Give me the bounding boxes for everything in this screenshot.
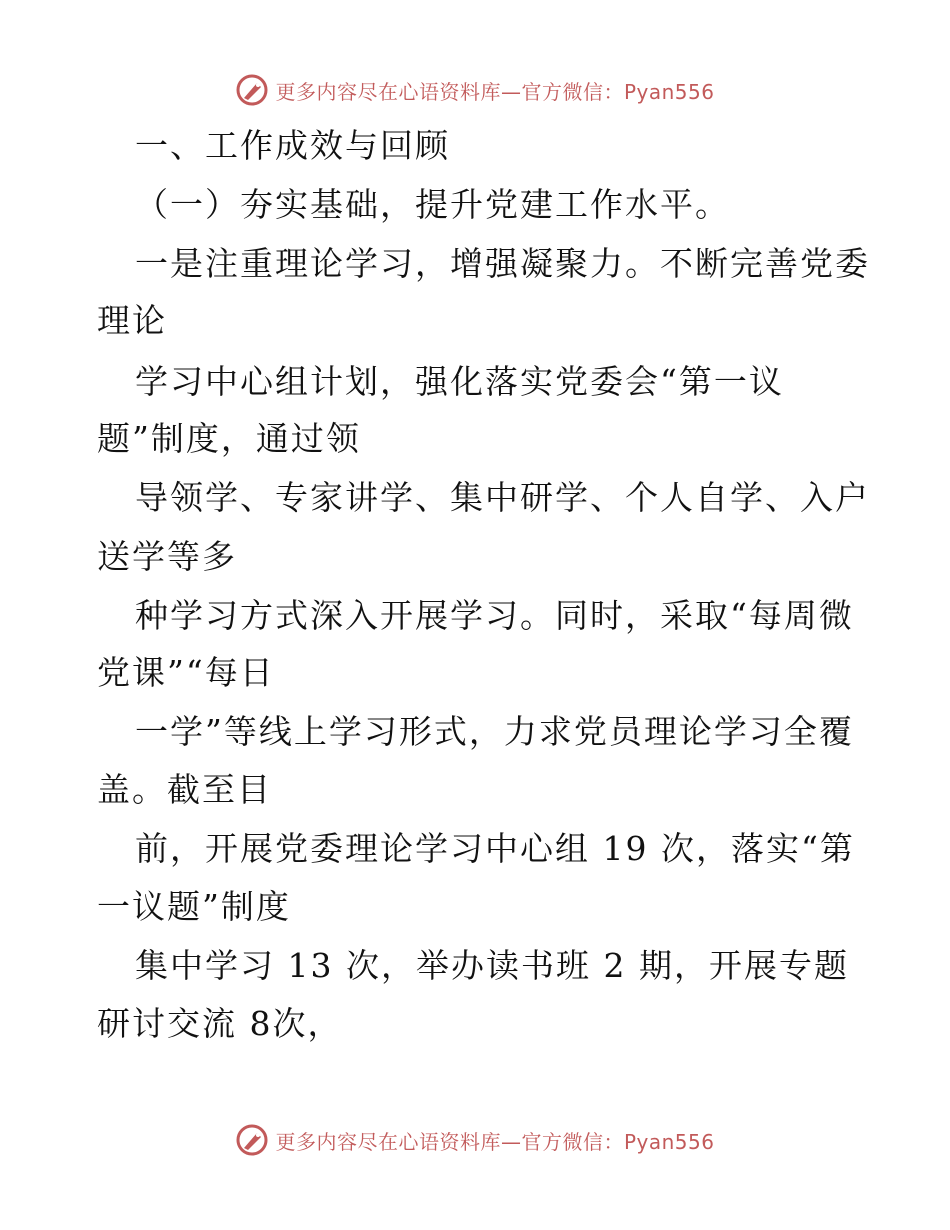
paragraph-line: 送学等多 [97, 537, 237, 576]
paragraph-line: 导领学、专家讲学、集中研学、个人自学、入户 [135, 478, 870, 517]
paragraph-line: 理论 [97, 301, 167, 340]
paragraph-line: 题”制度，通过领 [97, 419, 361, 458]
watermark-text: 更多内容尽在心语资料库—官方微信：Pyan556 [275, 79, 715, 104]
subsection-heading: （一）夯实基础，提升党建工作水平。 [135, 185, 730, 224]
pen-nib-logo-icon [235, 1123, 269, 1157]
paragraph-line: 一学”等线上学习形式，力求党员理论学习全覆 [135, 712, 854, 751]
paragraph-line: 党课”“每日 [97, 653, 275, 692]
watermark-text: 更多内容尽在心语资料库—官方微信：Pyan556 [275, 1129, 715, 1154]
header-watermark [0, 70, 950, 110]
pen-nib-logo-icon [235, 73, 269, 107]
paragraph-line: 研讨交流 8次， [97, 1004, 343, 1043]
paragraph-line: 前，开展党委理论学习中心组 19 次，落实“第 [135, 829, 855, 868]
footer-watermark [0, 1120, 950, 1160]
paragraph-line: 集中学习 13 次，举办读书班 2 期，开展专题 [135, 946, 849, 985]
paragraph-line: 学习中心组计划，强化落实党委会“第一议 [135, 362, 784, 401]
paragraph-line: 一议题”制度 [97, 887, 291, 926]
paragraph-line: 种学习方式深入开展学习。同时，采取“每周微 [135, 596, 854, 635]
paragraph-line: 盖。截至目 [97, 770, 272, 809]
paragraph-line: 一是注重理论学习，增强凝聚力。不断完善党委 [135, 244, 870, 283]
section-heading: 一、工作成效与回顾 [135, 126, 450, 165]
